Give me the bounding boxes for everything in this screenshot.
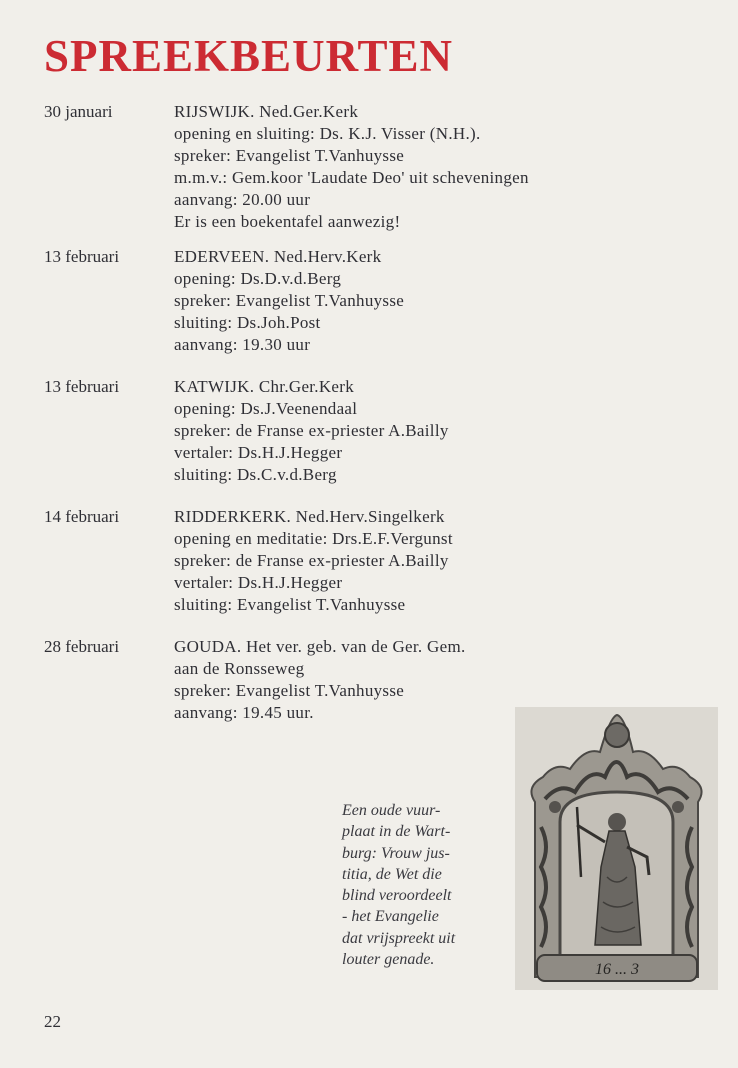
page-title: SPREEKBEURTEN [44, 31, 454, 81]
event-detail-line: aanvang: 19.30 uur [174, 335, 311, 354]
event-detail-line: vertaler: Ds.H.J.Hegger [174, 443, 343, 462]
event-details [174, 101, 529, 233]
event-detail-line: opening en sluiting: Ds. K.J. Visser (N.H.). [174, 124, 481, 143]
caption-line: dat vrijspreekt uit [342, 929, 456, 947]
caption-line: - het Evangelie [342, 908, 439, 926]
caption-line: blind veroordeelt [342, 887, 452, 905]
event-detail-line: RIDDERKERK. Ned.Herv.Singelkerk [174, 507, 445, 526]
event-detail-line: aan de Ronsseweg [174, 659, 305, 678]
event-detail-line: spreker: Evangelist T.Vanhuysse [174, 681, 405, 700]
event-detail-line: sluiting: Ds.Joh.Post [174, 313, 321, 332]
event-details [174, 636, 466, 724]
event-detail-line: Er is een boekentafel aanwezig! [174, 212, 401, 231]
page-number: 22 [44, 1012, 61, 1031]
caption-line: louter genade. [342, 951, 435, 969]
caption-line: burg: Vrouw jus- [342, 844, 450, 862]
caption-line: plaat in de Wart- [342, 823, 451, 841]
event-detail-line: spreker: de Franse ex-priester A.Bailly [174, 551, 449, 570]
event-details [174, 376, 449, 486]
plate-inscription: 16 ... 3 [595, 961, 639, 978]
event-detail-line: spreker: Evangelist T.Vanhuysse [174, 146, 405, 165]
event-details [174, 246, 404, 356]
event-detail-line: aanvang: 20.00 uur [174, 190, 311, 209]
event-detail-line: opening: Ds.D.v.d.Berg [174, 269, 342, 288]
event-date: 14 februari [44, 507, 120, 526]
fire-plate-photo [515, 707, 718, 990]
event-detail-line: opening: Ds.J.Veenendaal [174, 399, 358, 418]
event-detail-line: m.m.v.: Gem.koor 'Laudate Deo' uit scheveningen [174, 168, 529, 187]
event-detail-line: vertaler: Ds.H.J.Hegger [174, 573, 343, 592]
event-detail-line: opening en meditatie: Drs.E.F.Vergunst [174, 529, 453, 548]
event-detail-line: RIJSWIJK. Ned.Ger.Kerk [174, 102, 359, 121]
caption-line: Een oude vuur- [342, 802, 441, 819]
event-date: 30 januari [44, 102, 113, 121]
event-detail-line: EDERVEEN. Ned.Herv.Kerk [174, 247, 382, 266]
event-detail-line: GOUDA. Het ver. geb. van de Ger. Gem. [174, 637, 466, 656]
event-date: 13 februari [44, 377, 120, 396]
event-detail-line: sluiting: Evangelist T.Vanhuysse [174, 595, 406, 614]
event-detail-line: sluiting: Ds.C.v.d.Berg [174, 465, 337, 484]
event-date: 28 februari [44, 637, 120, 656]
event-detail-line: spreker: de Franse ex-priester A.Bailly [174, 421, 449, 440]
event-detail-line: aanvang: 19.45 uur. [174, 703, 314, 722]
event-date: 13 februari [44, 247, 120, 266]
event-details [174, 506, 453, 616]
fire-plate-illustration [515, 707, 718, 990]
event-detail-line: KATWIJK. Chr.Ger.Kerk [174, 377, 355, 396]
event-detail-line: spreker: Evangelist T.Vanhuysse [174, 291, 405, 310]
photo-caption [342, 800, 512, 970]
caption-line: titia, de Wet die [342, 865, 442, 883]
